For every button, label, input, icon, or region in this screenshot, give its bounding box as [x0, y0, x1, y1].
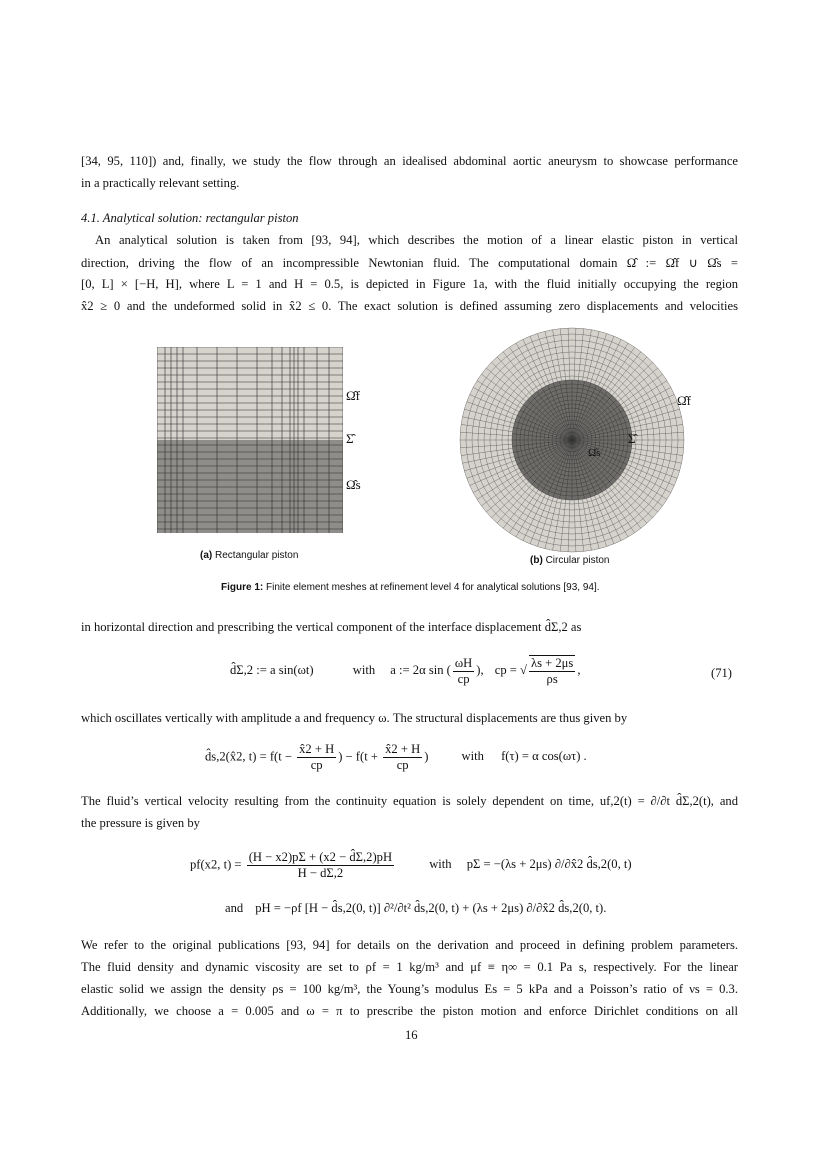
page-number: 16: [405, 1028, 418, 1042]
subcaption-a: (a) Rectangular piston: [200, 550, 299, 561]
solid-label-b: Ω̂s: [588, 447, 601, 459]
circular-mesh-figure: [459, 327, 685, 553]
paragraph-line: [0, L] × [−H, H], where L = 1 and H = 0.5, is depicted in Figure 1a, with the fluid initially occupying the region: [81, 277, 738, 291]
interface-label-b: Σ̂: [628, 431, 636, 446]
solid-region: [157, 440, 343, 533]
subcaption-b: (b) Circular piston: [530, 555, 610, 566]
equation-pressure-h: and pH = −ρf [H − d̂s,2(0, t)] ∂²/∂t² d̂s,2(0, t) + (λs + 2μs) ∂/∂x̂2 d̂s,2(0, t).: [225, 901, 607, 915]
solid-label-a: Ω̂s: [346, 477, 361, 492]
paragraph-line: x̂2 ≥ 0 and the undeformed solid in x̂2 ≤ 0. The exact solution is defined assuming zero displacements and velocities: [81, 299, 738, 313]
paragraph-line: The fluid density and dynamic viscosity are set to ρf = 1 kg/m³ and μf ≡ η∞ = 0.1 Pa s, respectively. For the linear: [81, 960, 738, 974]
paragraph-line: which oscillates vertically with amplitude a and frequency ω. The structural displacements are thus given by: [81, 711, 628, 725]
paragraph-line: An analytical solution is taken from [93, 94], which describes the motion of a linear elastic piston in vertical: [95, 233, 738, 247]
paragraph-line: The fluid’s vertical velocity resulting from the continuity equation is solely dependent on time, uf,2(t) = ∂/∂t d̂Σ,2(t), and: [81, 794, 738, 808]
paragraph-line: direction, driving the flow of an incompressible Newtonian fluid. The computational domain Ω̂ := Ω̂f ∪ Ω̂s =: [81, 256, 738, 270]
paragraph-line: elastic solid we assign the density ρs = 100 kg/m³, the Young’s modulus Es = 5 kPa and a Poisson’s ratio of νs = 0.3.: [81, 982, 738, 996]
paragraph-line: the pressure is given by: [81, 816, 200, 830]
equation-71: d̂Σ,2 := a sin(ωt) with a := 2α sin ( $\frac{\omega H}{cp}$ ), cp = √ $\frac{\lambda s + 2\mu s}{\rho s}$ ,: [230, 655, 581, 686]
rectangular-mesh-figure: [157, 347, 343, 533]
section-heading: 4.1. Analytical solution: rectangular piston: [81, 211, 299, 225]
fluid-label-a: Ω̂f: [346, 388, 360, 403]
intro-line: in a practically relevant setting.: [81, 176, 240, 190]
interface-label-a: Σ̂: [346, 431, 354, 446]
equation-number: (71): [711, 666, 732, 680]
paragraph-line: We refer to the original publications [93, 94] for details on the derivation and proceed in defining problem parameters.: [81, 938, 738, 952]
figure-caption: Figure 1: Finite element meshes at refinement level 4 for analytical solutions [93, 94].: [221, 582, 600, 593]
paragraph-line: Additionally, we choose a = 0.005 and ω = π to prescribe the piston motion and enforce Dirichlet conditions on all: [81, 1004, 738, 1018]
equation-pressure: pf(x2, t) = $\frac{(H - x2)p\Sigma + (x2 - d̂\Sigma,2)pH}{H - d\Sigma,2}$ with pΣ = −(λs + 2μs) ∂/∂x̂2 d̂s,2(0, t): [190, 850, 632, 880]
paragraph-line: in horizontal direction and prescribing the vertical component of the interface displacement d̂Σ,2 as: [81, 620, 582, 634]
fluid-label-b: Ω̂f: [677, 393, 691, 408]
equation-displacement: d̂s,2(x̂2, t) = f(t − $\frac{x̂2 + H}{cp}$ ) − f(t + $\frac{x̂2 + H}{cp}$ ) with f(τ) = α cos(ωτ) .: [205, 742, 587, 772]
intro-line: [34, 95, 110]) and, finally, we study the flow through an idealised abdominal aortic aneurysm to showcase performance: [81, 154, 738, 168]
